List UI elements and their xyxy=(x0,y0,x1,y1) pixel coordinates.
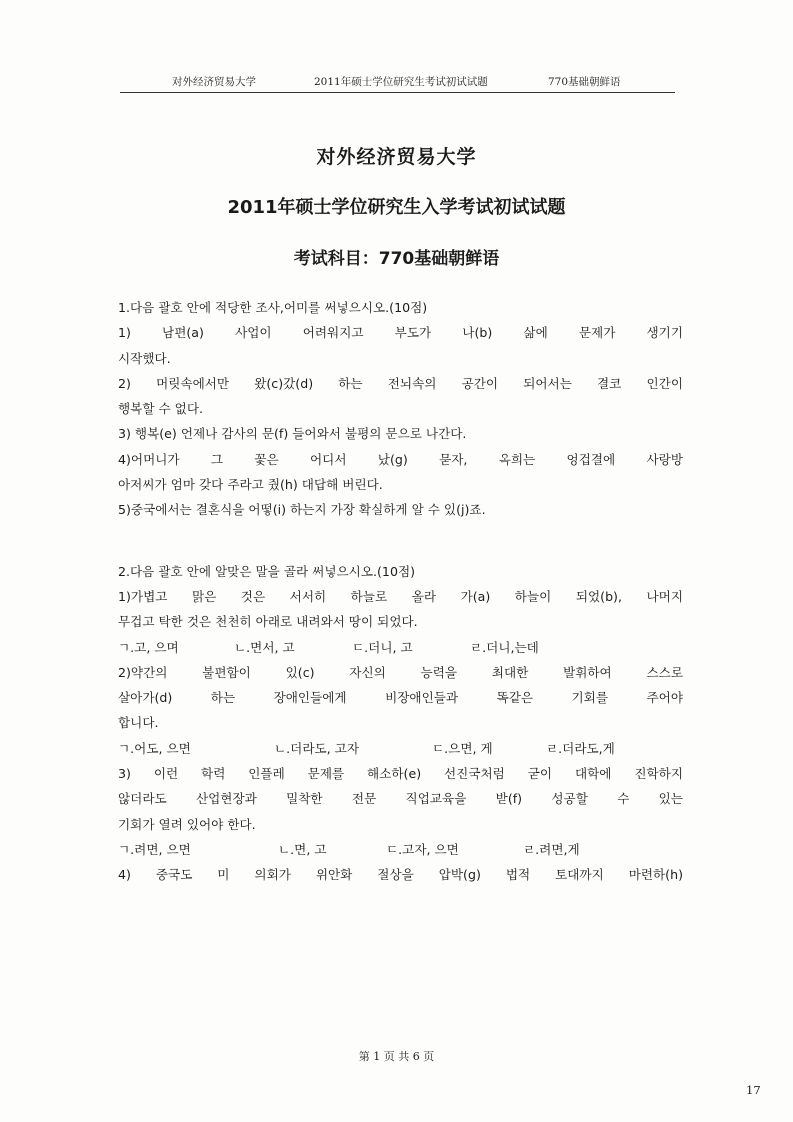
option: ㄹ.더라도,게 xyxy=(546,740,615,756)
option: ㄷ.더니, 고 xyxy=(352,639,413,655)
option: ㄴ.면서, 고 xyxy=(234,639,295,655)
s2-q3-line: 않더라도 산업현장과 밀착한 전문 직업교육을 받(f) 성공할 수 있는 xyxy=(118,791,683,807)
s2-q2-options xyxy=(118,736,683,761)
option: ㄷ.고자, 으면 xyxy=(386,841,459,857)
header-exam: 2011年硕士学位研究生考试初试试题 xyxy=(314,76,488,88)
header-subject: 770基础朝鲜语 xyxy=(548,76,621,88)
page-number: 17 xyxy=(746,1083,761,1097)
s2-q2-line: 살아가(d) 하는 장애인들에게 비장애인들과 똑같은 기회를 주어야 xyxy=(118,690,683,706)
s2-q3-line: 3) 이런 학력 인플레 문제를 해소하(e) 선진국처럼 굳이 대학에 진학하지 xyxy=(118,766,683,782)
s2-q3-options xyxy=(118,837,683,862)
s2-q2-line: 2)약간의 불편함이 있(c) 자신의 능력을 최대한 발휘하여 스스로 xyxy=(118,664,683,680)
title-subject: 考试科目：770基础朝鲜语 xyxy=(293,249,500,269)
s1-line: 4)어머니가 그 꽃은 어디서 났(g) 묻자, 옥희는 엉겁결에 사랑방 xyxy=(118,451,683,467)
running-header xyxy=(120,72,675,93)
s1-line: 3) 행복(e) 언제나 감사의 문(f) 들어와서 불평의 문으로 나간다. xyxy=(118,426,467,442)
section2-heading: 2.다음 괄호 안에 알맞은 말을 골라 써넣으시오.(10점) xyxy=(118,563,416,579)
s1-line: 5)중국에서는 결혼식을 어떻(i) 하는지 가장 확실하게 알 수 있(j)죠. xyxy=(118,502,486,518)
option: ㄹ.려면,게 xyxy=(523,841,580,857)
title-exam: 2011年硕士学位研究生入学考试初试试题 xyxy=(227,197,566,218)
option: ㄱ.어도, 으면 xyxy=(118,740,191,756)
option: ㄷ.으면, 게 xyxy=(432,740,493,756)
title-university: 对外经济贸易大学 xyxy=(316,146,477,168)
s1-line: 1) 남편(a) 사업이 어려워지고 부도가 나(b) 삶에 문제가 생기기 xyxy=(118,325,683,341)
header-university: 对外经济贸易大学 xyxy=(172,76,256,88)
s1-line: 2) 머릿속에서만 왔(c)갔(d) 하는 전뇌속의 공간이 되어서는 결코 인간이 xyxy=(118,375,683,391)
page-footer: 第 1 页 共 6 页 xyxy=(358,1050,435,1063)
option: ㄱ.려면, 으면 xyxy=(118,841,191,857)
s1-line: 행복할 수 없다. xyxy=(118,401,204,417)
s2-q1-options xyxy=(118,635,683,660)
s2-q1-line: 1)가볍고 맑은 것은 서서히 하늘로 올라 가(a) 하늘이 되었(b), 나머지 xyxy=(118,588,683,604)
s1-line: 시작했다. xyxy=(118,350,171,366)
section1-heading: 1.다음 괄호 안에 적당한 조사,어미를 써넣으시오.(10점) xyxy=(118,300,428,315)
option: ㄴ.더라도, 고자 xyxy=(274,740,360,756)
s2-q1-line: 무겁고 탁한 것은 천천히 아래로 내려와서 땅이 되었다. xyxy=(118,614,418,630)
exam-body xyxy=(118,295,683,888)
s2-q3-line: 기회가 열려 있어야 한다. xyxy=(118,816,256,832)
s2-q2-line: 합니다. xyxy=(118,715,159,731)
s2-q4-line: 4) 중국도 미 의회가 위안화 절상을 압박(g) 법적 토대까지 마련하(h) xyxy=(118,867,683,883)
option: ㄴ.면, 고 xyxy=(278,841,327,857)
option: ㄹ.더니,는데 xyxy=(470,639,539,655)
option: ㄱ.고, 으며 xyxy=(118,639,179,655)
s1-line: 아저씨가 엄마 갖다 주라고 줬(h) 대답해 버린다. xyxy=(118,477,383,493)
